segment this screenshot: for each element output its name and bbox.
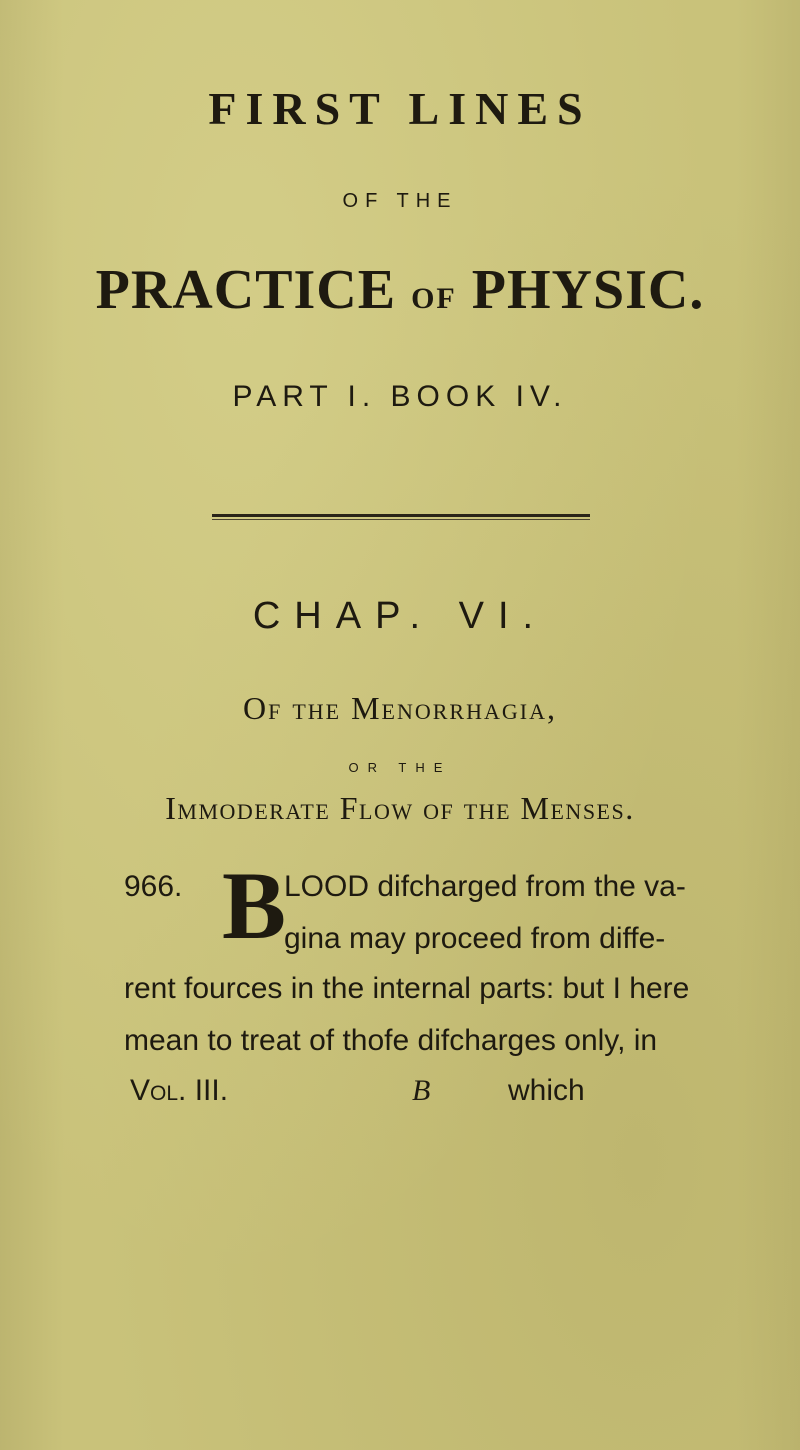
title-first-lines: FIRST LINES [208,83,592,134]
title-practice-of-physic [0,258,800,322]
title-physic: PHYSIC. [456,259,705,321]
part-book-heading: PART I. BOOK IV. [232,380,568,413]
paragraph-number: 966. [124,870,183,903]
title-practice: PRACTICE [95,259,412,321]
body-line-1-text: LOOD difcharged from the va- [284,870,686,903]
chapter-number: CHAP. VI. [252,595,548,637]
body-line-3: rent fources in the internal parts: but I here [124,972,690,1005]
title-of-the: OF THE [342,190,458,212]
body-line-2: gina may proceed from diffe- [284,922,666,955]
chapter-title-immoderate-flow: Immoderate Flow of the Menses. [165,790,635,826]
catchword: which [508,1074,585,1107]
body-line-1 [124,870,686,904]
chapter-or-the: OR THE [348,760,452,775]
section-rule-thin [212,519,590,520]
volume-label: Vol. III. [130,1074,229,1107]
signature-mark: B [412,1074,431,1107]
body-line-4: mean to treat of thofe difcharges only, in [124,1024,658,1057]
drop-cap: B [222,852,287,959]
title-of: OF [411,282,457,315]
section-rule [212,514,590,517]
chapter-title-menorrhagia: Of the Menorrhagia, [242,690,557,726]
